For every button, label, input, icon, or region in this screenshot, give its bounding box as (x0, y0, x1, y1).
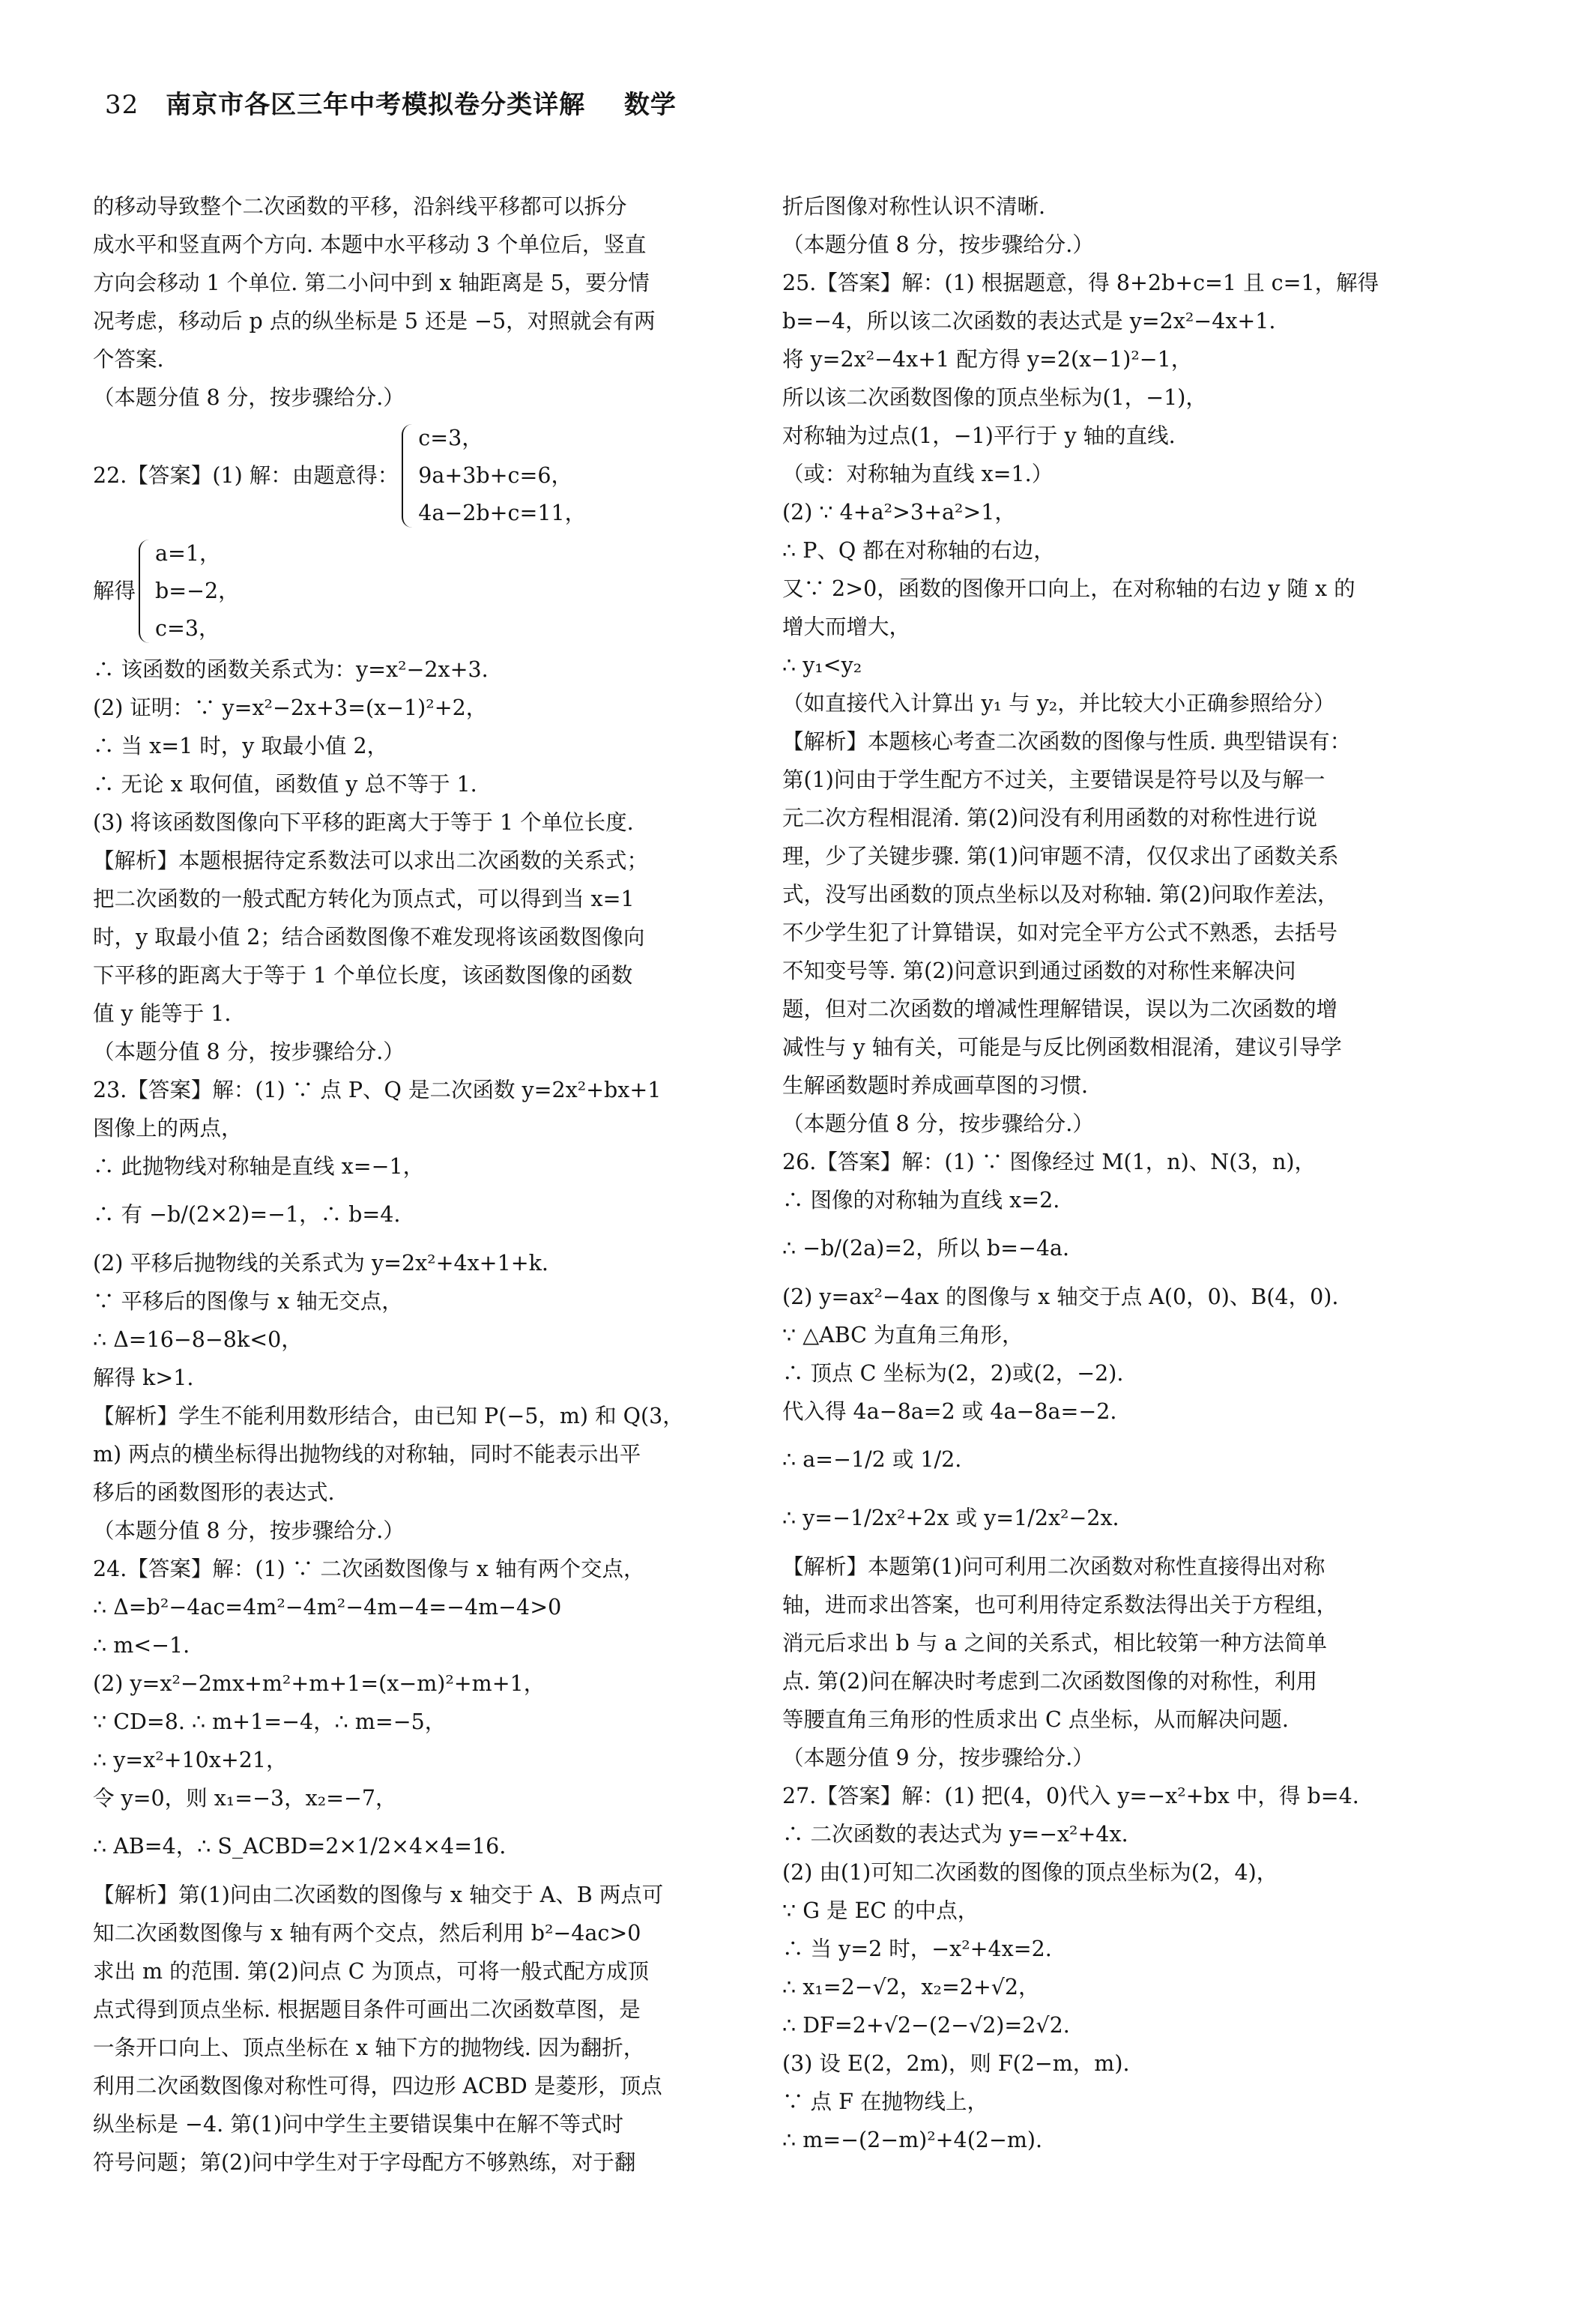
text-line: ∴ m<−1. (93, 1633, 190, 1658)
text-line: 个答案. (93, 347, 164, 372)
analysis-line: 不知变号等. 第(2)问意识到通过函数的对称性来解决问 (782, 959, 1296, 983)
text-line: ∵ △ABC 为直角三角形， (782, 1323, 1024, 1347)
analysis-line: 【解析】第(1)问由二次函数的图像与 x 轴交于 A、B 两点可 (93, 1883, 664, 1907)
question-25-heading: 25.【答案】解：(1) 根据题意，得 8+2b+c=1 且 c=1，解得 (782, 271, 1379, 295)
text-line: (2) y=x²−2mx+m²+m+1=(x−m)²+m+1， (93, 1671, 545, 1696)
fraction-line: ∴ −b/(2a)=2，所以 b=−4a. (782, 1236, 1070, 1261)
question-26-heading: 26.【答案】解：(1) ∵ 图像经过 M(1，n)、N(3，n)， (782, 1150, 1316, 1174)
q22-solution-system (93, 535, 745, 648)
analysis-line: 减性与 y 轴有关，可能是与反比例函数相混淆，建议引导学 (782, 1035, 1342, 1060)
analysis-line: 点. 第(2)问在解决时考虑到二次函数图像的对称性，利用 (782, 1669, 1317, 1694)
text-line: （如直接代入计算出 y₁ 与 y₂，并比较大小正确参照给分） (782, 691, 1335, 716)
analysis-line: 移后的函数图形的表达式. (93, 1480, 335, 1505)
text-line: (2) ∵ 4+a²>3+a²>1， (782, 500, 1016, 525)
text-line: ∴ 顶点 C 坐标为(2，2)或(2，−2). (782, 1361, 1124, 1386)
question-24-heading: 24.【答案】解：(1) ∵ 二次函数图像与 x 轴有两个交点， (93, 1557, 645, 1581)
text-line: 方向会移动 1 个单位. 第二小问中到 x 轴距离是 5，要分情 (93, 271, 650, 295)
text-line: 将 y=2x²−4x+1 配方得 y=2(x−1)²−1， (782, 347, 1193, 372)
text-line: 所以该二次函数图像的顶点坐标为(1，−1)， (782, 385, 1207, 410)
text-line: 图像上的两点， (93, 1116, 243, 1141)
equation: b=−2， (155, 579, 240, 603)
text-line: ∴ 当 y=2 时，−x²+4x=2. (782, 1937, 1052, 1961)
analysis-line: 一条开口向上、顶点坐标在 x 轴下方的抛物线. 因为翻折， (93, 2035, 645, 2060)
text-line: ∴ DF=2+√2−(2−√2)=2√2. (782, 2013, 1070, 2038)
text-line: (3) 设 E(2，2m)，则 F(2−m，m). (782, 2051, 1130, 2076)
text-line: 的移动导致整个二次函数的平移，沿斜线平移都可以拆分 (93, 194, 627, 219)
text-line: ∵ 点 F 在抛物线上， (782, 2089, 988, 2114)
score-note: （本题分值 8 分，按步骤给分.） (93, 1039, 405, 1064)
analysis-line: 利用二次函数图像对称性可得，四边形 ACBD 是菱形，顶点 (93, 2074, 662, 2098)
equation: c=3， (155, 616, 220, 641)
text-line: （或：对称轴为直线 x=1.） (782, 462, 1054, 486)
fraction-line: ∴ a=−1/2 或 1/2. (782, 1447, 962, 1472)
analysis-line: 纵坐标是 −4. 第(1)问中学生主要错误集中在解不等式时 (93, 2112, 624, 2137)
text-line: ∵ 平移后的图像与 x 轴无交点， (93, 1289, 403, 1314)
text-line: 解得 k>1. (93, 1365, 194, 1390)
text-line: ∴ 图像的对称轴为直线 x=2. (782, 1188, 1060, 1213)
text-line: (2) 平移后抛物线的关系式为 y=2x²+4x+1+k. (93, 1251, 548, 1276)
analysis-line: 【解析】学生不能利用数形结合，由已知 P(−5，m) 和 Q(3， (93, 1404, 684, 1428)
analysis-line: 时，y 取最小值 2；结合函数图像不难发现将该函数图像向 (93, 925, 645, 950)
text-line: 折后图像对称性认识不清晰. (782, 194, 1046, 219)
analysis-line: 式，没写出函数的顶点坐标以及对称轴. 第(2)问取作差法， (782, 882, 1339, 907)
subject-label: 数学 (623, 90, 677, 120)
text-line: 成水平和竖直两个方向. 本题中水平移动 3 个单位后，竖直 (93, 232, 647, 257)
book-title: 南京市各区三年中考模拟卷分类详解 (166, 90, 586, 120)
text-line: ∴ Δ=16−8−8k<0， (93, 1327, 303, 1352)
text-line: ∴ m=−(2−m)²+4(2−m). (782, 2128, 1043, 2152)
analysis-line: 点式得到顶点坐标. 根据题目条件可画出二次函数草图，是 (93, 1997, 641, 2022)
page-header (105, 84, 1491, 121)
analysis-line: 消元后求出 b 与 a 之间的关系式，相比较第一种方法简单 (782, 1631, 1327, 1655)
analysis-line: m) 两点的横坐标得出抛物线的对称轴，同时不能表示出平 (93, 1442, 641, 1467)
analysis-line: 等腰直角三角形的性质求出 C 点坐标，从而解决问题. (782, 1707, 1289, 1732)
analysis-line: 知二次函数图像与 x 轴有两个交点，然后利用 b²−4ac>0 (93, 1921, 641, 1946)
equation: 9a+3b+c=6， (418, 463, 573, 488)
q22-equation-system (93, 420, 745, 532)
text-line: (2) 证明：∵ y=x²−2x+3=(x−1)²+2， (93, 695, 488, 720)
analysis-line: 生解函数题时养成画草图的习惯. (782, 1073, 1089, 1098)
analysis-line: 下平移的距离大于等于 1 个单位长度，该函数图像的函数 (93, 963, 633, 988)
text-line: ∴ P、Q 都在对称轴的右边， (782, 538, 1055, 563)
text-line: ∴ 二次函数的表达式为 y=−x²+4x. (782, 1822, 1128, 1847)
brace (139, 540, 151, 643)
text-line: ∴ x₁=2−√2，x₂=2+√2， (782, 1975, 1040, 1999)
analysis-line: 求出 m 的范围. 第(2)问点 C 为顶点，可将一般式配方成顶 (93, 1959, 650, 1984)
score-note: （本题分值 8 分，按步骤给分.） (93, 1518, 405, 1543)
text-line: 况考虑，移动后 p 点的纵坐标是 5 还是 −5，对照就会有两 (93, 309, 656, 333)
text-line: ∵ CD=8. ∴ m+1=−4，∴ m=−5， (93, 1709, 447, 1734)
right-column (782, 187, 1434, 2159)
page-number: 32 (105, 90, 139, 120)
analysis-line: 【解析】本题第(1)问可利用二次函数对称性直接得出对称 (782, 1554, 1326, 1579)
text-line: (2) 由(1)可知二次函数的图像的顶点坐标为(2，4)， (782, 1860, 1278, 1885)
fraction-line: ∴ AB=4，∴ S_ACBD=2×1/2×4×4=16. (93, 1834, 507, 1859)
question-23-heading: 23.【答案】解：(1) ∵ 点 P、Q 是二次函数 y=2x²+bx+1 (93, 1078, 662, 1102)
brace (402, 424, 414, 528)
text-line: ∴ 此抛物线对称轴是直线 x=−1， (93, 1154, 425, 1179)
score-note: （本题分值 8 分，按步骤给分.） (782, 232, 1094, 257)
analysis-line: 【解析】本题核心考查二次函数的图像与性质. 典型错误有： (782, 729, 1352, 754)
score-note: （本题分值 8 分，按步骤给分.） (782, 1111, 1094, 1136)
text-line: (3) 将该函数图像向下平移的距离大于等于 1 个单位长度. (93, 810, 634, 835)
text-line: 令 y=0，则 x₁=−3，x₂=−7， (93, 1786, 397, 1811)
text-line: ∵ G 是 EC 的中点， (782, 1898, 979, 1923)
text-line: 增大而增大， (782, 615, 911, 639)
text-line: ∴ y=x²+10x+21， (93, 1748, 288, 1772)
analysis-line: 【解析】本题根据待定系数法可以求出二次函数的关系式； (93, 848, 649, 873)
score-note: （本题分值 9 分，按步骤给分.） (782, 1745, 1094, 1770)
text-line: b=−4，所以该二次函数的表达式是 y=2x²−4x+1. (782, 309, 1276, 333)
analysis-line: 轴，进而求出答案，也可利用待定系数法得出关于方程组， (782, 1593, 1338, 1617)
analysis-line: 不少学生犯了计算错误，如对完全平方公式不熟悉，去括号 (782, 920, 1338, 945)
text-line: ∴ 当 x=1 时，y 取最小值 2， (93, 734, 389, 758)
question-27-heading: 27.【答案】解：(1) 把(4，0)代入 y=−x²+bx 中，得 b=4. (782, 1784, 1359, 1808)
text-line: ∴ Δ=b²−4ac=4m²−4m²−4m−4=−4m−4>0 (93, 1595, 562, 1620)
solve-prefix: 解得 (93, 579, 136, 603)
q22-prefix: 22.【答案】(1) 解：由题意得： (93, 463, 399, 488)
equation: c=3， (418, 426, 483, 450)
fraction-line: ∴ 有 −b/(2×2)=−1，∴ b=4. (93, 1202, 401, 1227)
left-column (93, 187, 745, 2182)
text-line: (2) y=ax²−4ax 的图像与 x 轴交于点 A(0，0)、B(4，0). (782, 1285, 1339, 1309)
fraction-line: ∴ y=−1/2x²+2x 或 y=1/2x²−2x. (782, 1506, 1119, 1530)
text-line: 又∵ 2>0，函数的图像开口向上，在对称轴的右边 y 随 x 的 (782, 576, 1355, 601)
analysis-line: 符号问题；第(2)问中学生对于字母配方不够熟练，对于翻 (93, 2150, 636, 2175)
text-line: ∴ y₁<y₂ (782, 653, 862, 677)
analysis-line: 第(1)问由于学生配方不过关，主要错误是符号以及与解一 (782, 767, 1326, 792)
text-line: ∴ 该函数的函数关系式为：y=x²−2x+3. (93, 657, 489, 682)
text-line: 代入得 4a−8a=2 或 4a−8a=−2. (782, 1399, 1117, 1424)
equation: 4a−2b+c=11， (418, 501, 587, 525)
score-note: （本题分值 8 分，按步骤给分.） (93, 385, 405, 410)
analysis-line: 理，少了关键步骤. 第(1)问审题不清，仅仅求出了函数关系 (782, 844, 1339, 869)
equation: a=1， (155, 541, 221, 566)
analysis-line: 值 y 能等于 1. (93, 1001, 232, 1026)
text-line: 对称轴为过点(1，−1)平行于 y 轴的直线. (782, 423, 1176, 448)
analysis-line: 元二次方程相混淆. 第(2)问没有利用函数的对称性进行说 (782, 806, 1317, 830)
text-line: ∴ 无论 x 取何值，函数值 y 总不等于 1. (93, 772, 477, 797)
analysis-line: 题，但对二次函数的增减性理解错误，误以为二次函数的增 (782, 997, 1338, 1021)
analysis-line: 把二次函数的一般式配方转化为顶点式，可以得到当 x=1 (93, 887, 635, 911)
